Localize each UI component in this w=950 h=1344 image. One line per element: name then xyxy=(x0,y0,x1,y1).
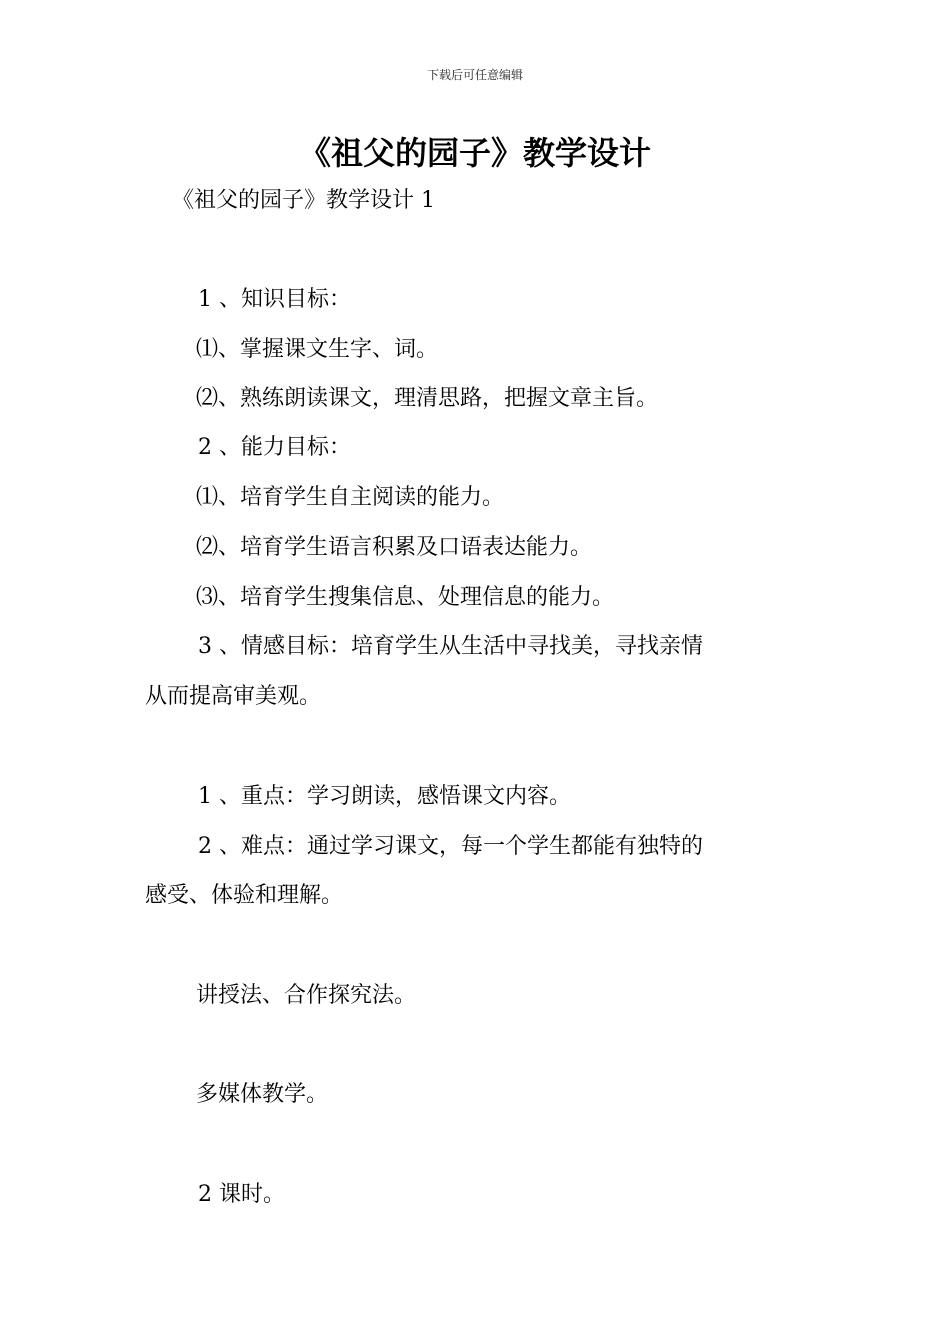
key-point-difficulty-line-1: 2 、难点：通过学习课文，每一个学生都能有独特的 xyxy=(198,834,703,859)
ability-objective-item-2: ⑵、培育学生语言积累及口语表达能力。 xyxy=(196,535,593,560)
emotion-objective-line-2: 从而提高审美观。 xyxy=(145,684,322,709)
header-note: 下载后可任意编辑 xyxy=(426,68,523,82)
document-subtitle: 《祖父的园子》教学设计 1 xyxy=(172,188,435,213)
ability-objective-item-3: ⑶、培育学生搜集信息、处理信息的能力。 xyxy=(196,585,615,610)
knowledge-objective-heading: 1 、知识目标： xyxy=(198,287,351,312)
emotion-objective-line-1: 3 、情感目标：培育学生从生活中寻找美，寻找亲情 xyxy=(198,634,703,659)
class-hours: 2 课时。 xyxy=(198,1182,285,1207)
key-point-focus: 1 、重点：学习朗读，感悟课文内容。 xyxy=(198,784,571,809)
knowledge-objective-item-2: ⑵、熟练朗读课文，理清思路，把握文章主旨。 xyxy=(196,386,659,411)
ability-objective-heading: 2 、能力目标： xyxy=(198,435,351,460)
key-point-difficulty-line-2: 感受、体验和理解。 xyxy=(145,883,344,908)
knowledge-objective-item-1: ⑴、掌握课文生字、词。 xyxy=(196,337,439,362)
teaching-media: 多媒体教学。 xyxy=(196,1082,329,1107)
document-title: 《祖父的园子》教学设计 xyxy=(298,134,651,172)
teaching-methods: 讲授法、合作探究法。 xyxy=(196,983,417,1008)
ability-objective-item-1: ⑴、培育学生自主阅读的能力。 xyxy=(196,485,505,510)
